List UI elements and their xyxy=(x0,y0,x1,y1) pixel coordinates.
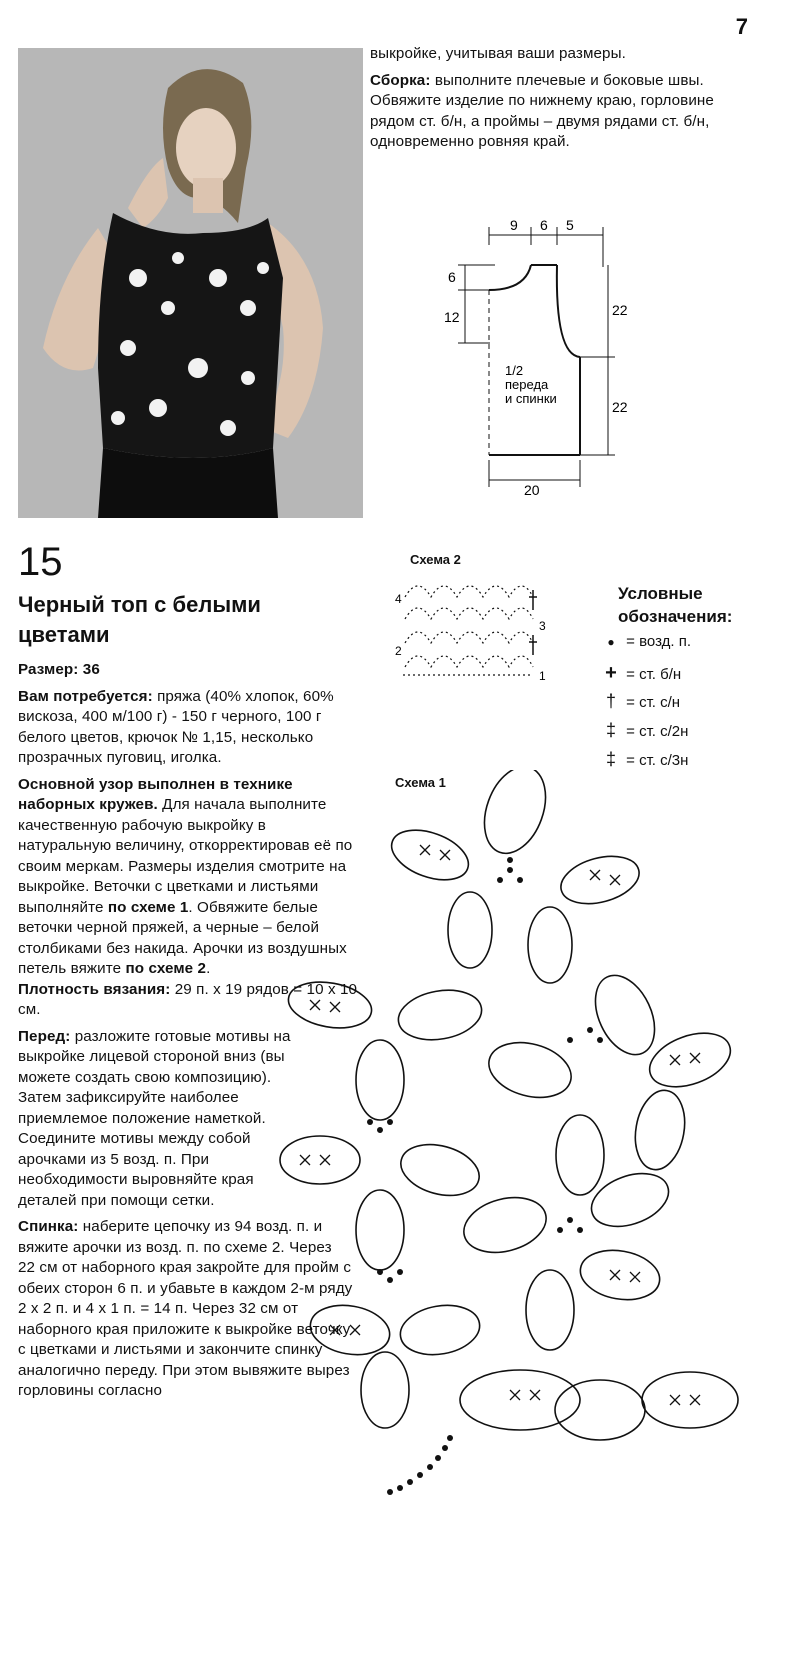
front-label: Перед: xyxy=(18,1027,71,1045)
legend-text: = возд. п. xyxy=(626,633,691,650)
front-text: разложите готовые мотивы на выкройке лицевой стороной вниз (вы можете создать свою композицию). Затем зафиксируйте наиболее приемлемое положение наметкой. Соедините мотивы между собой арочками из 5 возд. п. При необходимости выровняйте края деталей при помощи сетки. xyxy=(18,1027,291,1209)
pattern-label-3: и спинки xyxy=(505,391,557,406)
legend-row xyxy=(600,691,800,720)
pattern-label-2: переда xyxy=(505,377,549,392)
chain-stitch-icon: ● xyxy=(607,635,615,649)
single-crochet-icon: + xyxy=(605,662,617,684)
main-text-2: . Обвяжите белые веточки черной пряжей, а черные – белой столбиками без накида. Арочки из воздушных петель вяжите xyxy=(18,898,347,977)
main-text: Для начала выполните качественную рабочую выкройку в натуральную величину, откорректировав её по своим меркам. Размеры изделия смотрите на выкройке. Веточки с цветками и листьями выполняйте xyxy=(18,796,353,916)
text-line: выкройке, учитывая ваши размеры. xyxy=(370,45,626,62)
scheme-2-row-1: 1 xyxy=(539,669,546,683)
legend-text: = ст. с/3н xyxy=(626,752,689,769)
page-number: 7 xyxy=(735,14,748,39)
pattern-label-1: 1/2 xyxy=(505,363,524,378)
needs-label: Вам потребуется: xyxy=(18,687,153,705)
legend-title: Условные обозначения: xyxy=(618,584,733,626)
treble-crochet-icon: ‡ xyxy=(605,720,616,740)
size-value: 36 xyxy=(78,661,100,678)
legend-text: = ст. с/2н xyxy=(626,723,689,740)
dim-bottom: 20 xyxy=(524,482,540,495)
dim-top-2: 6 xyxy=(540,217,548,233)
scheme-2-diagram xyxy=(393,575,553,695)
scheme-2-label: Схема 2 xyxy=(410,552,461,567)
legend-text: = ст. с/н xyxy=(626,694,681,711)
size-label: Размер: xyxy=(18,661,79,678)
assembly-label: Сборка: xyxy=(370,71,431,89)
dim-right-1: 22 xyxy=(612,302,628,318)
back-label: Спинка: xyxy=(18,1218,79,1235)
assembly-block xyxy=(370,44,715,159)
legend-row xyxy=(600,633,800,662)
needs-text: пряжа (40% хлопок, 60% вискоза, 400 м/100 г) - 150 г черного, 100 г белого цветов, крючок № 1,15, несколько прозрачных пуговиц, иголка. xyxy=(18,687,334,766)
density-label: Плотность вязания: xyxy=(18,980,171,998)
dim-top-3: 5 xyxy=(566,217,574,233)
legend xyxy=(600,633,800,778)
pattern-diagram xyxy=(440,215,660,495)
density-text: 29 п. х 19 рядов = 10 х 10 см. xyxy=(18,980,358,1018)
main-ref-2: по схеме 2 xyxy=(125,960,207,977)
dim-top-1: 9 xyxy=(510,217,518,233)
back-text: наберите цепочку из 94 возд. п. и вяжите арочки из возд. п. по схеме 2. Через 22 см от наборного края закройте для пройм с обеих сторон 6 п. и убавьте в каждом 2-м ряду 2 х 2 п. и 4 х 1 п. = 14 п. Через 32 см от наборного края приложите к выкройке веточку с цветками и листьями и закончите спинку аналогично переду. При этом вывяжите вырез горловины согласно xyxy=(18,1218,353,1399)
dim-right-2: 22 xyxy=(612,399,628,415)
double-treble-crochet-icon: ‡ xyxy=(605,749,616,769)
assembly-text: выполните плечевые и боковые швы. Обвяжите изделие по нижнему краю, горловине рядом ст. б/н, а проймы – двумя рядами ст. б/н, одновременно ровняя край. xyxy=(370,71,714,150)
scheme-1-diagram xyxy=(270,770,770,1540)
article-title: Черный топ с белыми цветами xyxy=(18,592,261,647)
model-photo xyxy=(18,48,363,518)
legend-text: = ст. б/н xyxy=(626,666,682,683)
scheme-1-label: Схема 1 xyxy=(395,775,446,790)
scheme-2-row-4: 4 xyxy=(395,592,402,606)
article-number: 15 xyxy=(18,540,63,584)
main-text-3: . xyxy=(206,960,211,977)
main-label: Основной узор выполнен в технике наборных кружев. xyxy=(18,775,293,813)
legend-row xyxy=(600,662,800,691)
dim-left-2: 12 xyxy=(444,309,460,325)
main-ref-1: по схеме 1 xyxy=(107,898,189,916)
double-crochet-icon: † xyxy=(605,691,616,711)
dim-left-1: 6 xyxy=(448,269,456,285)
legend-row xyxy=(600,720,800,749)
scheme-2-row-3: 3 xyxy=(539,619,546,633)
scheme-2-row-2: 2 xyxy=(395,644,402,658)
